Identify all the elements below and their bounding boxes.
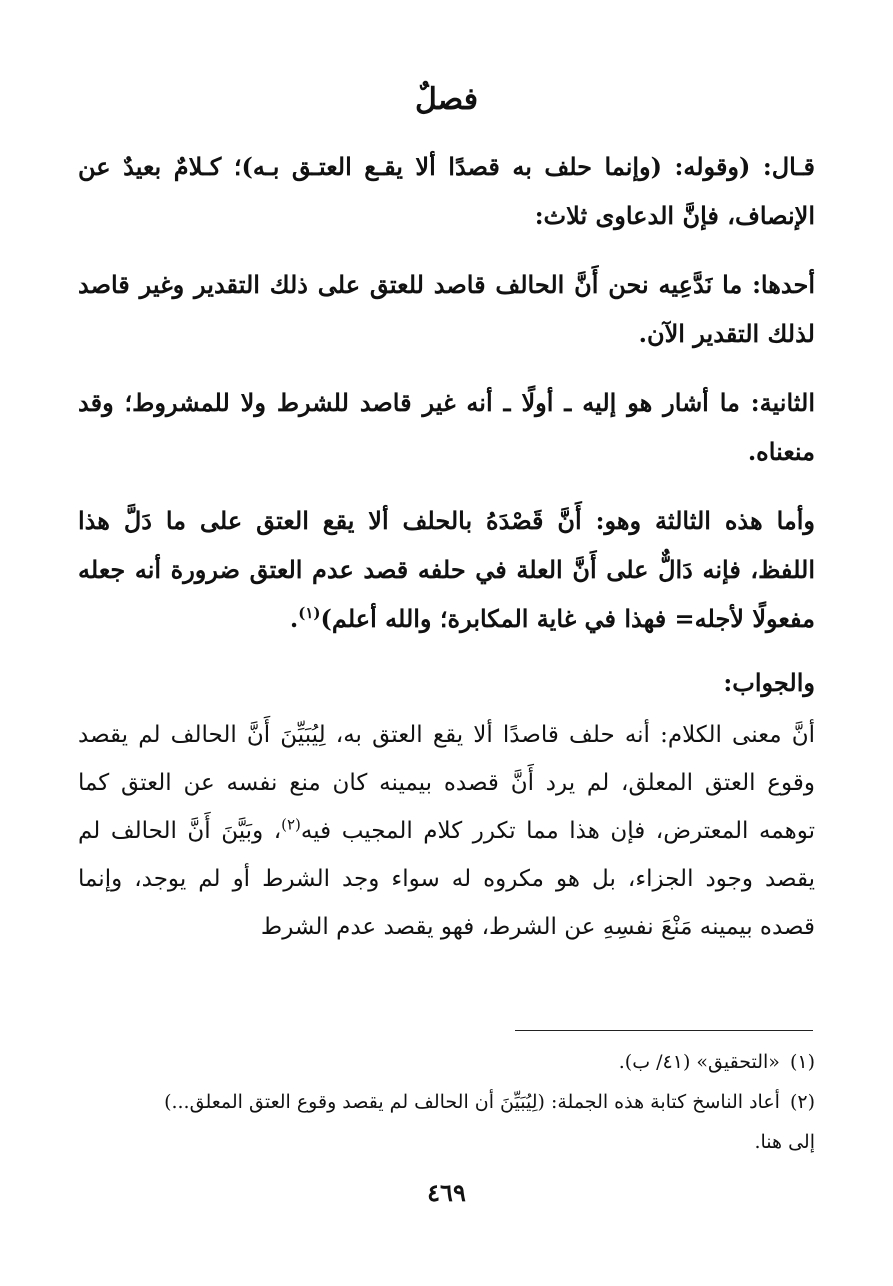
footnote-ref-1[interactable]: (١) bbox=[298, 604, 321, 622]
footnote-2-continuation: إلى هنا. bbox=[754, 1131, 815, 1153]
footnote-2 bbox=[78, 1082, 815, 1122]
paragraph-first-claim: أحدها: ما نَدَّعِيه نحن أَنَّ الحالف قاصد للعتق على ذلك التقدير وغير قاصد لذلك التقدير الآن. bbox=[78, 270, 815, 348]
paragraph-qala bbox=[78, 142, 815, 240]
answer-text-part1: أنَّ معنى الكلام: أنه حلف قاصدًا ألا يقع العتق به، لِيُبَيِّنَ أَنَّ الحالف لم يقصد وقوع العتق المعلق، لم يرد أَنَّ قصده بيمينه كان منع نفسه عن العتق كما توهمه المعترض، فإن هذا مما تكرر كلام المجيب فيه bbox=[78, 722, 815, 844]
footnote-1-number: (١) bbox=[789, 1051, 815, 1073]
third-claim-end: . bbox=[289, 604, 299, 633]
footnote-divider bbox=[515, 1030, 813, 1031]
answer-heading: والجواب: bbox=[723, 668, 815, 697]
paragraph-third-claim bbox=[78, 496, 815, 643]
footnote-2-text: أعاد الناسخ كتابة هذه الجملة: (لِيُبَيِّنَ أن الحالف لم يقصد وقوع العتق المعلق...) bbox=[164, 1091, 780, 1113]
answer-text-part2: ، وبَيَّنَ أَنَّ الحالف لم يقصد وجود الجزاء، بل هو مكروه له سواء وجد الشرط أو لم يوجد، وإنما قصده بيمينه مَنْعَ نفسِهِ عن الشرط، فهو يقصد عدم الشرط bbox=[78, 818, 815, 940]
footnote-1-text: «التحقيق» (٤١/ ب). bbox=[618, 1051, 780, 1073]
footnote-1 bbox=[78, 1042, 815, 1082]
footnote-ref-2[interactable]: (٢) bbox=[281, 815, 301, 834]
third-claim-text: وأما هذه الثالثة وهو: أَنَّ قَصْدَهُ بالحلف ألا يقع العتق على ما دَلَّ هذا اللفظ، فإنه دَالٌّ على أَنَّ العلة في حلفه قصد عدم العتق ضرورة أنه جعله مفعولًا لأجله= فهذا في غاية المكابرة؛ والله أعلم) bbox=[78, 506, 815, 633]
answer-paragraph bbox=[78, 711, 815, 951]
page-body bbox=[78, 60, 815, 951]
qala-label: قـال: bbox=[762, 152, 815, 181]
page-number: ٤٦٩ bbox=[427, 1178, 466, 1207]
footnote-2-number: (٢) bbox=[789, 1091, 815, 1113]
footnotes bbox=[78, 1042, 815, 1162]
section-title: فصلٌ bbox=[414, 82, 479, 117]
paragraph-second-claim: الثانية: ما أشار هو إليه ـ أولًا ـ أنه غير قاصد للشرط ولا للمشروط؛ وقد منعناه. bbox=[78, 388, 815, 466]
qala-text: (وقوله: (وإنما حلف به قصدًا ألا يقـع العتـق بـه)؛ كـلامٌ بعيدٌ عن الإنصاف، فإنَّ الدعاوى ثلاث: bbox=[78, 152, 815, 230]
